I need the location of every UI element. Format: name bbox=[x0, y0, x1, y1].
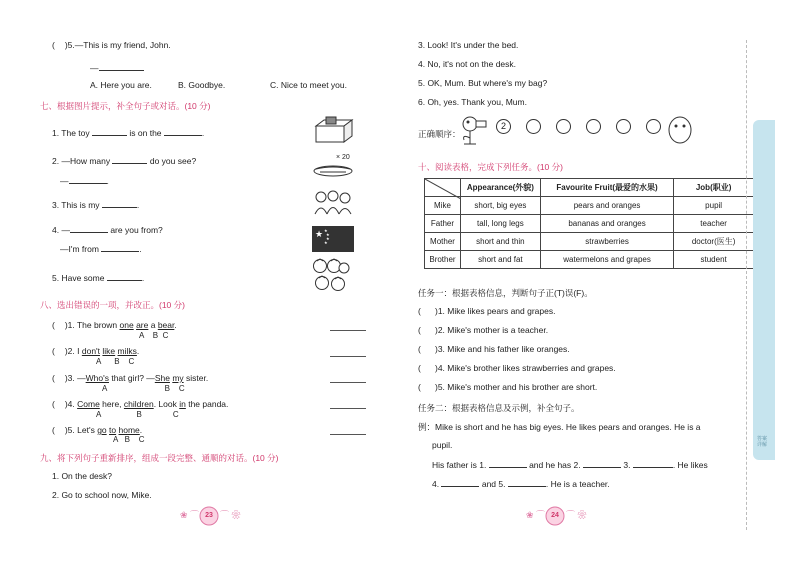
task2-title: 任务二：根据表格信息及示例，补全句子。 bbox=[418, 403, 580, 413]
right-page bbox=[400, 0, 800, 566]
section-10-title: 十、阅读表格，完成下列任务。(10 分) bbox=[418, 162, 563, 172]
table-header-cell: Job(职业) bbox=[674, 179, 754, 197]
table-row bbox=[425, 215, 754, 233]
corner-diagonal-icon bbox=[425, 179, 461, 199]
flower-right-icon: ⌒ ❀ bbox=[220, 510, 241, 520]
table-cell: tall, long legs bbox=[460, 215, 540, 233]
order-circle-3[interactable] bbox=[556, 119, 571, 134]
table-header-row bbox=[425, 179, 754, 197]
sec7-q5: 5. Have some . bbox=[52, 273, 145, 283]
flower-right-icon: ⌒ ❀ bbox=[566, 510, 587, 520]
table-row bbox=[425, 197, 754, 215]
table-cell: Father bbox=[425, 215, 461, 233]
sec7-q3: 3. This is my . bbox=[52, 200, 140, 210]
task1-item-4: ( )4. Mike's brother likes strawberries and grapes. bbox=[418, 363, 616, 373]
svg-text:★: ★ bbox=[326, 236, 330, 241]
flower-left-icon: ❀ ⌒ bbox=[526, 510, 546, 520]
wallnut-icon bbox=[667, 114, 693, 144]
table-cell: bananas and oranges bbox=[540, 215, 673, 233]
sec8-answer-line-2 bbox=[330, 356, 366, 357]
table-header-cell: Appearance(外貌) bbox=[460, 179, 540, 197]
task2-line-1: His father is 1. and he has 2. 3. . He likes bbox=[432, 460, 708, 470]
table-cell: teacher bbox=[674, 215, 754, 233]
task1-item-5: ( )5. Mike's mother and his brother are short. bbox=[418, 382, 598, 392]
sec8-item-4-abc: A B C bbox=[96, 410, 179, 419]
dialog-line-3: 3. Look! It's under the bed. bbox=[418, 40, 519, 50]
sec8-answer-line-1 bbox=[330, 330, 366, 331]
sec8-item-1-abc: A B C bbox=[139, 331, 169, 340]
table-cell: short and thin bbox=[460, 233, 540, 251]
table-cell: student bbox=[674, 251, 754, 269]
table-cell: short, big eyes bbox=[460, 197, 540, 215]
peashooter-icon bbox=[458, 114, 494, 146]
sec7-q1: 1. The toy is on the . bbox=[52, 128, 205, 138]
order-circle-1[interactable]: 2 bbox=[496, 119, 511, 134]
task1-item-1: ( )1. Mike likes pears and grapes. bbox=[418, 306, 556, 316]
table-cell: Mother bbox=[425, 233, 461, 251]
sec8-item-3-abc: A B C bbox=[102, 384, 185, 393]
task1-item-2: ( )2. Mike's mother is a teacher. bbox=[418, 325, 549, 335]
info-table bbox=[424, 178, 754, 269]
binding-edge-line bbox=[746, 40, 747, 530]
task1-item-3: ( )3. Mike and his father like oranges. bbox=[418, 344, 570, 354]
family-image bbox=[313, 190, 353, 216]
sec8-item-5-abc: A B C bbox=[113, 435, 145, 444]
svg-text:★: ★ bbox=[324, 228, 328, 233]
table-cell: Brother bbox=[425, 251, 461, 269]
table-cell: doctor(医生) bbox=[674, 233, 754, 251]
sec7-q4-answer: —I'm from . bbox=[60, 244, 142, 254]
table-cell: Mike bbox=[425, 197, 461, 215]
table-cell: short and fat bbox=[460, 251, 540, 269]
table-cell: strawberries bbox=[540, 233, 673, 251]
order-label: 正确顺序： bbox=[418, 129, 461, 139]
q5-line: ( )5.—This is my friend, John. bbox=[52, 40, 171, 50]
order-circle-5[interactable] bbox=[616, 119, 631, 134]
order-circle-2[interactable] bbox=[526, 119, 541, 134]
task2-example-2: pupil. bbox=[432, 440, 453, 450]
sec8-answer-line-3 bbox=[330, 382, 366, 383]
dialog-line-6: 6. Oh, yes. Thank you, Mum. bbox=[418, 97, 527, 107]
page-number-23: 23 bbox=[205, 512, 213, 519]
section-9-title: 九、将下列句子重新排序，组成一段完整、通顺的对话。(10 分) bbox=[40, 453, 279, 463]
table-cell: pupil bbox=[674, 197, 754, 215]
table-header-corner bbox=[425, 179, 461, 197]
svg-text:★: ★ bbox=[326, 232, 330, 237]
sec8-item-2: ( )2. I don't like milks. bbox=[52, 346, 140, 356]
sec8-item-5: ( )5. Let's go to home. bbox=[52, 425, 143, 435]
dialog-line-4: 4. No, it's not on the desk. bbox=[418, 59, 517, 69]
svg-text:★: ★ bbox=[315, 230, 324, 240]
toy-box-image bbox=[312, 116, 356, 144]
q5-options: A. Here you are. B. Goodbye. C. Nice to meet you. bbox=[90, 80, 348, 90]
count-label: × 20 bbox=[336, 154, 350, 161]
china-flag-image bbox=[312, 226, 354, 252]
task2-line-2: 4. and 5. . He is a teacher. bbox=[432, 479, 610, 489]
q5-reply: — bbox=[90, 62, 144, 73]
tomatoes-image bbox=[312, 258, 350, 294]
task1-title: 任务一：根据表格信息，判断句子正(T)误(F)。 bbox=[418, 288, 593, 298]
sec9-line-2: 2. Go to school now, Mike. bbox=[52, 490, 152, 500]
svg-text:★: ★ bbox=[324, 240, 328, 245]
sec8-answer-line-4 bbox=[330, 408, 366, 409]
sec7-q4: 4. — are you from? bbox=[52, 225, 163, 235]
page-number-24: 24 bbox=[551, 512, 559, 519]
answer-tab[interactable] bbox=[753, 120, 775, 460]
sec8-item-1: ( )1. The brown one are a bear. bbox=[52, 320, 177, 330]
task2-example-1: 例：Mike is short and he has big eyes. He likes pears and oranges. He is a bbox=[418, 422, 701, 432]
sec8-item-4: ( )4. Come here, children. Look in the panda. bbox=[52, 399, 229, 409]
order-circle-6[interactable] bbox=[646, 119, 661, 134]
sec8-item-3: ( )3. —Who's that girl? —She my sister. bbox=[52, 373, 209, 383]
sec8-answer-line-5 bbox=[330, 434, 366, 435]
sec8-item-2-abc: A B C bbox=[96, 357, 135, 366]
table-cell: pears and oranges bbox=[540, 197, 673, 215]
table-header-cell: Favourite Fruit(最爱的水果) bbox=[540, 179, 673, 197]
sec7-q2: 2. —How many do you see? bbox=[52, 156, 197, 166]
answer-tab-label: 答案详解 bbox=[757, 436, 768, 448]
order-circle-4[interactable] bbox=[586, 119, 601, 134]
boat-image bbox=[312, 162, 354, 178]
flower-left-icon: ❀ ⌒ bbox=[180, 510, 200, 520]
sec7-q2-answer: — . bbox=[60, 176, 109, 186]
section-7-title: 七、根据图片提示，补全句子或对话。(10 分) bbox=[40, 101, 211, 111]
sec9-line-1: 1. On the desk? bbox=[52, 471, 113, 481]
section-8-title: 八、选出错误的一项，并改正。(10 分) bbox=[40, 300, 185, 310]
table-row bbox=[425, 251, 754, 269]
dialog-line-5: 5. OK, Mum. But where's my bag? bbox=[418, 78, 548, 88]
table-cell: watermelons and grapes bbox=[540, 251, 673, 269]
table-row bbox=[425, 233, 754, 251]
